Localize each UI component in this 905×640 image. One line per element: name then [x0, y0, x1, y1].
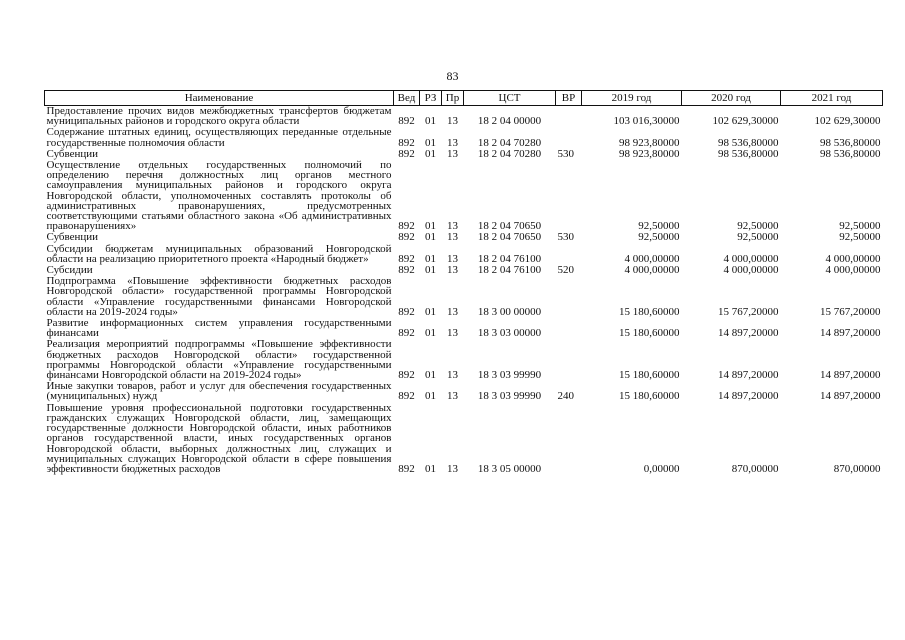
row-cst: 18 3 03 99990: [477, 390, 542, 403]
row-value-2020: 92,50000: [737, 220, 779, 233]
row-rz: 01: [425, 390, 436, 403]
row-cst: 18 3 00 00000: [477, 305, 542, 318]
row-vr: 520: [557, 264, 574, 277]
row-ved: 892: [398, 390, 415, 403]
row-ved: 892: [398, 462, 415, 475]
row-vr: 530: [557, 231, 574, 244]
header-vr: ВР: [556, 91, 582, 106]
row-ved: 892: [398, 115, 415, 128]
row-value-2019: 15 180,60000: [619, 305, 680, 318]
header-pr: Пр: [442, 91, 464, 106]
row-value-2019: 103 016,30000: [613, 115, 680, 128]
row-value-2021: 14 897,20000: [820, 327, 881, 340]
header-2019: 2019 год: [582, 91, 682, 106]
row-name: Иные закупки товаров, работ и услуг для обеспечения государственных (муниципальных) нужд: [46, 380, 392, 403]
row-rz: 01: [425, 462, 436, 475]
row-pr: 13: [447, 369, 458, 382]
row-vr: [556, 318, 582, 339]
row-value-2020: 14 897,20000: [718, 390, 779, 403]
row-name: Реализация мероприятий подпрограммы «Повышение эффективности бюджетных расходов Новгородской области» государственной программы Новгородской области «Управление государственными финансами Новгородской области на 2019-2024 годы»: [46, 338, 392, 382]
row-name: Предоставление прочих видов межбюджетных трансфертов бюджетам муниципальных районов и городского округа области: [46, 105, 392, 128]
row-pr: 13: [447, 264, 458, 277]
row-rz: 01: [425, 327, 436, 340]
row-cst: 18 2 04 70280: [477, 136, 542, 149]
row-cst: 18 2 04 76100: [477, 264, 542, 277]
row-pr: 13: [447, 390, 458, 403]
table-row: [45, 381, 883, 402]
row-name: Субсидии бюджетам муниципальных образований Новгородской области на реализацию приоритетного проекта «Народный бюджет»: [46, 242, 392, 265]
row-ved: 892: [398, 252, 415, 265]
row-pr: 13: [447, 136, 458, 149]
row-value-2021: 92,50000: [839, 231, 881, 244]
table-row: [45, 232, 883, 243]
row-name: Повышение уровня профессиональной подготовки государственных гражданских служащих Новгородской области, лиц, замещающих государственные должности Новгородской области, иных работников органов государственной власти, иных государственных органов Новгородской области, выборных должностных лиц, служащих и муниципальных служащих Новгородской области в сфере повышения эффективности бюджетных расходов: [46, 401, 392, 475]
table-row: [45, 339, 883, 381]
row-name: Развитие информационных систем управления государственными финансами: [46, 317, 392, 340]
row-vr: [556, 106, 582, 128]
row-value-2019: 92,50000: [638, 220, 680, 233]
row-name: Субвенции: [46, 147, 99, 160]
table-row: [45, 106, 883, 128]
row-pr: 13: [447, 115, 458, 128]
row-value-2020: 102 629,30000: [712, 115, 779, 128]
row-pr: 13: [447, 462, 458, 475]
row-vr: [556, 160, 582, 232]
row-rz: 01: [425, 136, 436, 149]
row-cst: 18 2 04 70650: [477, 231, 542, 244]
row-vr: [556, 339, 582, 381]
row-value-2020: 92,50000: [737, 231, 779, 244]
table-header-row: [45, 91, 883, 106]
row-value-2019: 4 000,00000: [624, 252, 680, 265]
row-value-2021: 92,50000: [839, 220, 881, 233]
header-2020: 2020 год: [682, 91, 781, 106]
row-ved: 892: [398, 147, 415, 160]
row-value-2021: 4 000,00000: [825, 252, 881, 265]
row-rz: 01: [425, 264, 436, 277]
row-pr: 13: [447, 231, 458, 244]
page-number: 83: [446, 69, 459, 83]
row-ved: 892: [398, 220, 415, 233]
row-value-2020: 14 897,20000: [718, 327, 779, 340]
row-cst: 18 3 03 99990: [477, 369, 542, 382]
row-cst: 18 2 04 00000: [477, 115, 542, 128]
budget-table: [44, 90, 883, 475]
row-value-2021: 14 897,20000: [820, 369, 881, 382]
row-value-2020: 4 000,00000: [723, 264, 779, 277]
row-value-2020: 4 000,00000: [723, 252, 779, 265]
row-name: Содержание штатных единиц, осуществляющих переданные отдельные государственные полномочия области: [46, 126, 392, 149]
table-body: [45, 106, 883, 476]
row-value-2020: 870,00000: [731, 462, 779, 475]
row-value-2019: 15 180,60000: [619, 327, 680, 340]
row-pr: 13: [447, 220, 458, 233]
row-vr: [556, 403, 582, 475]
row-rz: 01: [425, 252, 436, 265]
row-pr: 13: [447, 147, 458, 160]
row-ved: 892: [398, 231, 415, 244]
row-rz: 01: [425, 115, 436, 128]
row-value-2020: 98 536,80000: [718, 147, 779, 160]
row-pr: 13: [447, 327, 458, 340]
row-value-2019: 92,50000: [638, 231, 680, 244]
table-row: [45, 127, 883, 148]
row-value-2020: 15 767,20000: [718, 305, 779, 318]
row-value-2021: 4 000,00000: [825, 264, 881, 277]
row-value-2021: 15 767,20000: [820, 305, 881, 318]
row-ved: 892: [398, 305, 415, 318]
header-2021: 2021 год: [781, 91, 883, 106]
row-value-2020: 98 536,80000: [718, 136, 779, 149]
row-ved: 892: [398, 264, 415, 277]
row-name: Субсидии: [46, 264, 93, 277]
row-value-2021: 14 897,20000: [820, 390, 881, 403]
row-value-2020: 14 897,20000: [718, 369, 779, 382]
row-value-2019: 0,00000: [643, 462, 680, 475]
row-ved: 892: [398, 136, 415, 149]
row-value-2021: 98 536,80000: [820, 136, 881, 149]
row-rz: 01: [425, 369, 436, 382]
row-vr: 240: [557, 390, 574, 403]
table-row: [45, 318, 883, 339]
row-pr: 13: [447, 252, 458, 265]
header-cst: ЦСТ: [464, 91, 556, 106]
row-value-2019: 98 923,80000: [619, 136, 680, 149]
row-value-2019: 4 000,00000: [624, 264, 680, 277]
row-vr: 530: [557, 147, 574, 160]
row-rz: 01: [425, 147, 436, 160]
table-row: [45, 244, 883, 265]
header-rz: РЗ: [420, 91, 442, 106]
row-rz: 01: [425, 231, 436, 244]
row-vr: [556, 244, 582, 265]
row-value-2021: 870,00000: [833, 462, 881, 475]
row-cst: 18 3 03 00000: [477, 327, 542, 340]
row-rz: 01: [425, 220, 436, 233]
row-name: Подпрограмма «Повышение эффективности бюджетных расходов Новгородской области» государственной программы Новгородской области «Управление государственными финансами Новгородской области на 2019-2024 годы»: [46, 275, 392, 318]
row-cst: 18 2 04 70280: [477, 147, 542, 160]
row-value-2021: 98 536,80000: [820, 147, 881, 160]
header-ved: Вед: [394, 91, 420, 106]
row-ved: 892: [398, 369, 415, 382]
row-value-2021: 102 629,30000: [814, 115, 881, 128]
row-ved: 892: [398, 327, 415, 340]
row-vr: [556, 127, 582, 148]
row-rz: 01: [425, 305, 436, 318]
row-value-2019: 98 923,80000: [619, 147, 680, 160]
row-cst: 18 3 05 00000: [477, 462, 542, 475]
row-name: Осуществление отдельных государственных полномочий по определению перечня должностных лиц органов местного самоуправления муниципальных районов и городского округа Новгородской области, уполномоченных составлять протоколы об административных правонарушениях, предусмотренных соответствующими статьями областного закона «Об административных правонарушениях»: [46, 159, 392, 233]
row-vr: [556, 276, 582, 318]
table-row: [45, 276, 883, 318]
row-name: Субвенции: [46, 231, 99, 244]
header-name: Наименование: [45, 91, 394, 106]
table-row: [45, 160, 883, 232]
table-row: [45, 403, 883, 475]
row-value-2019: 15 180,60000: [619, 369, 680, 382]
row-cst: 18 2 04 70650: [477, 220, 542, 233]
row-pr: 13: [447, 305, 458, 318]
row-cst: 18 2 04 76100: [477, 252, 542, 265]
row-value-2019: 15 180,60000: [619, 390, 680, 403]
